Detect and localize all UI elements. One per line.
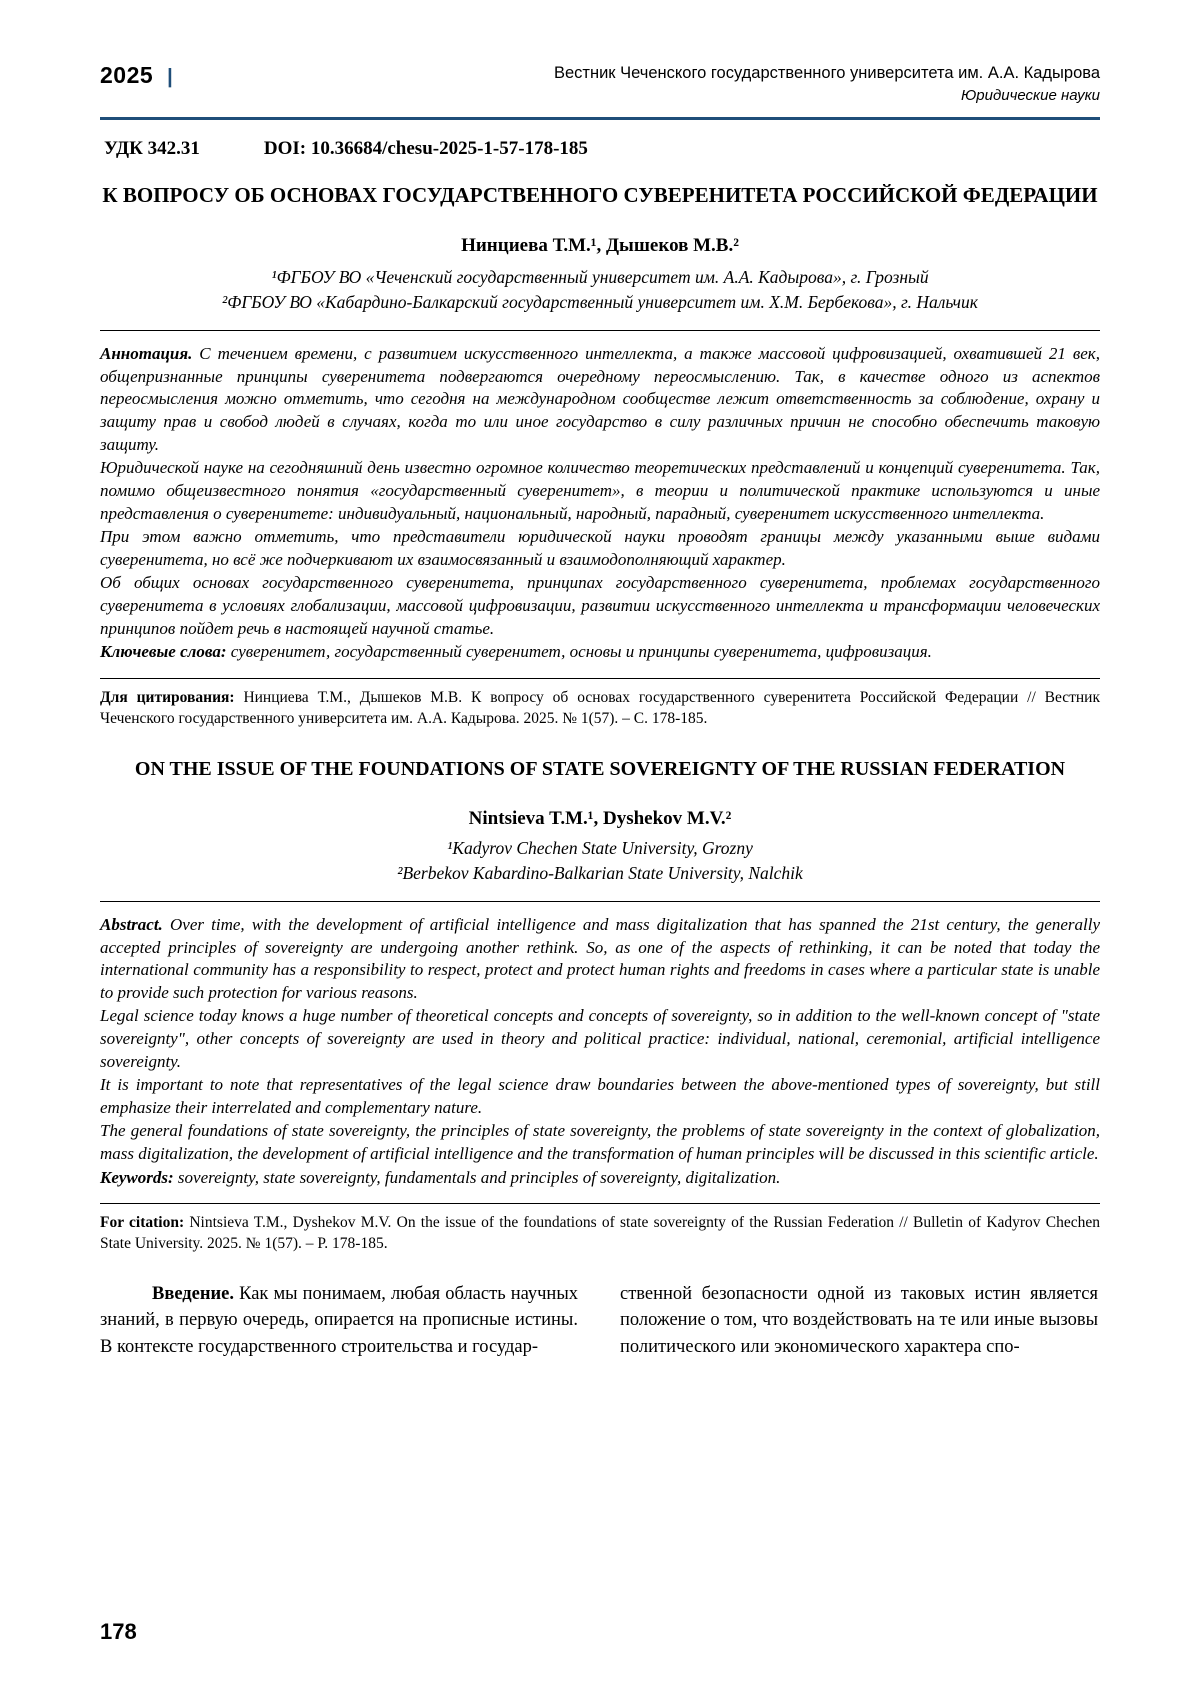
- journal-title: Вестник Чеченского государственного университета им. А.А. Кадырова: [553, 64, 1100, 82]
- body-text-right: ственной безопасности одной из таковых истин является положение о том, что воздействовать на те или иные вызовы политического или экономического характера спо-: [620, 1284, 1098, 1357]
- year-label: 2025: [100, 62, 154, 88]
- affiliation-en-1: ¹Kadyrov Chechen State University, Grozny: [447, 838, 753, 858]
- udc-code: УДК 342.31: [104, 137, 200, 159]
- citation-text-en: Nintsieva T.M., Dyshekov M.V. On the issue of the foundations of state sovereignty of the Russian Federation // Bulletin of Kadyrov Chechen State University. 2025. № 1(57). – P. 178-185.: [100, 1214, 1100, 1253]
- page-title-en: ON THE ISSUE OF THE FOUNDATIONS OF STATE SOVEREIGNTY OF THE RUSSIAN FEDERATION: [134, 757, 1066, 780]
- abstract-en-p4: The general foundations of state sovereignty, the principles of state sovereignty, the problems of state sovereignty in the context of globalization, mass digitalization, the development of artificial intelligence and the transformation of human principles will be discussed in this scientific article.: [100, 1121, 1100, 1164]
- abstract-ru-p1: С течением времени, с развитием искусственного интеллекта, а также массовой цифровизацией, охватившей 21 век, общепризнанные принципы суверенитета подвергаются очередному переосмыслению. Так, в качестве одного из аспектов переосмысления можно отметить, что сегодня на международном сообществе лежит ответственность за соблюдение, охрану и защиту прав и свобод людей в случаях, когда то или иное государство в силу различных причин не способно обеспечить таковую защиту.: [100, 344, 1100, 454]
- authors-ru: Нинциева Т.М.¹, Дышеков М.В.²: [461, 235, 739, 257]
- running-head: [100, 62, 1100, 113]
- body-text-left: Как мы понимаем, любая область научных знаний, в первую очередь, опирается на прописные истины. В контексте государственного строительства и государ-: [100, 1284, 578, 1357]
- citation-label-en: For citation:: [100, 1214, 185, 1232]
- abstract-ru-p3: При этом важно отметить, что представители юридической науки проводят границы между указанными выше видами суверенитета, но всё же подчеркивают их взаимосвязанный и взаимодополняющий характер.: [100, 527, 1100, 569]
- affiliation-ru-1: ¹ФГБОУ ВО «Чеченский государственный университет им. А.А. Кадырова», г. Грозный: [271, 267, 929, 288]
- abstract-ru-p4: Об общих основах государственного суверенитета, принципах государственного суверенитета, проблемах государственного суверенитета в условиях глобализации, массовой цифровизации, развитии искусственного интеллекта и трансформации человеческих принципов пойдет речь в настоящей научной статье.: [100, 573, 1100, 638]
- identifier-row: [100, 138, 1100, 160]
- intro-label: Введение.: [152, 1284, 235, 1305]
- citation-text-ru: Нинциева Т.М., Дышеков М.В. К вопросу об основах государственного суверенитета Российской Федерации // Вестник Чеченского государственного университета им. А.А. Кадырова. 2025. № 1(57). – С. 178-185.: [100, 688, 1101, 727]
- abstract-en-p2: Legal science today knows a huge number of theoretical concepts and concepts of sovereignty, so in addition to the well-known concept of "state sovereignty", other concepts of sovereignty are used in theory and political practice: individual, national, ceremonial, artificial intelligence sovereignty.: [100, 1006, 1100, 1071]
- page-title-ru: К ВОПРОСУ ОБ ОСНОВАХ ГОСУДАРСТВЕННОГО СУВЕРЕНИТЕТА РОССИЙСКОЙ ФЕДЕРАЦИИ: [102, 182, 1098, 207]
- abstract-rule-ru: [100, 330, 1100, 331]
- abstract-rule-en: [100, 901, 1100, 902]
- abstract-label-en: Abstract.: [100, 915, 163, 934]
- citation-en: [100, 1203, 1100, 1255]
- doi-code[interactable]: DOI: 10.36684/chesu-2025-1-57-178-185: [263, 137, 588, 159]
- citation-label-ru: Для цитирования:: [100, 688, 235, 706]
- keywords-label-en: Keywords:: [100, 1167, 174, 1187]
- affiliation-en-2: ²Berbekov Kabardino-Balkarian State University, Nalchik: [397, 862, 803, 883]
- year-block: [100, 62, 173, 89]
- abstract-ru-p2: Юридической науке на сегодняшний день известно огромное количество теоретических представлений и концепций суверенитета. Так, помимо общеизвестного понятия «государственный суверенитет», в теории и политической практике используются и иные представления о суверенитете: индивидуальный, национальный, народный, парадный, суверенитет искусственного интеллекта.: [100, 458, 1100, 523]
- keywords-ru: суверенитет, государственный суверенитет, основы и принципы суверенитета, цифровизация.: [230, 642, 932, 662]
- citation-ru: [100, 678, 1100, 730]
- abstract-ru: [100, 343, 1100, 664]
- journal-block: [554, 62, 1100, 107]
- abstract-en-p1: Over time, with the development of artificial intelligence and mass digitalization that has spanned the 21st century, the generally accepted principles of sovereignty are undergoing another rethink. So, as one of the aspects of rethinking, it can be noted that today the international community has a responsibility to respect, protect and protect human rights and freedoms in cases where a particular state is unable to provide such protection for various reasons.: [100, 915, 1100, 1002]
- year-divider-glyph: |: [167, 66, 173, 88]
- page-number: 178: [100, 1619, 137, 1644]
- body-columns: [100, 1281, 1100, 1360]
- keywords-en: sovereignty, state sovereignty, fundamentals and principles of sovereignty, digitalization.: [177, 1167, 781, 1187]
- authors-en: Nintsieva T.M.¹, Dyshekov M.V.²: [468, 808, 732, 829]
- body-column-left: [100, 1281, 578, 1360]
- keywords-label-ru: Ключевые слова:: [100, 642, 227, 662]
- header-rule: [100, 117, 1100, 120]
- journal-subtitle: Юридические науки: [960, 87, 1100, 105]
- abstract-en-p3: It is important to note that representatives of the legal science draw boundaries between the above-mentioned types of sovereignty, but still emphasize their interrelated and complementary nature.: [100, 1075, 1100, 1117]
- body-column-right: [620, 1281, 1098, 1360]
- abstract-label-ru: Аннотация.: [100, 344, 193, 364]
- affiliation-ru-2: ²ФГБОУ ВО «Кабардино-Балкарский государственный университет им. Х.М. Бербекова», г. Нальчик: [222, 291, 978, 312]
- abstract-en: [100, 914, 1100, 1189]
